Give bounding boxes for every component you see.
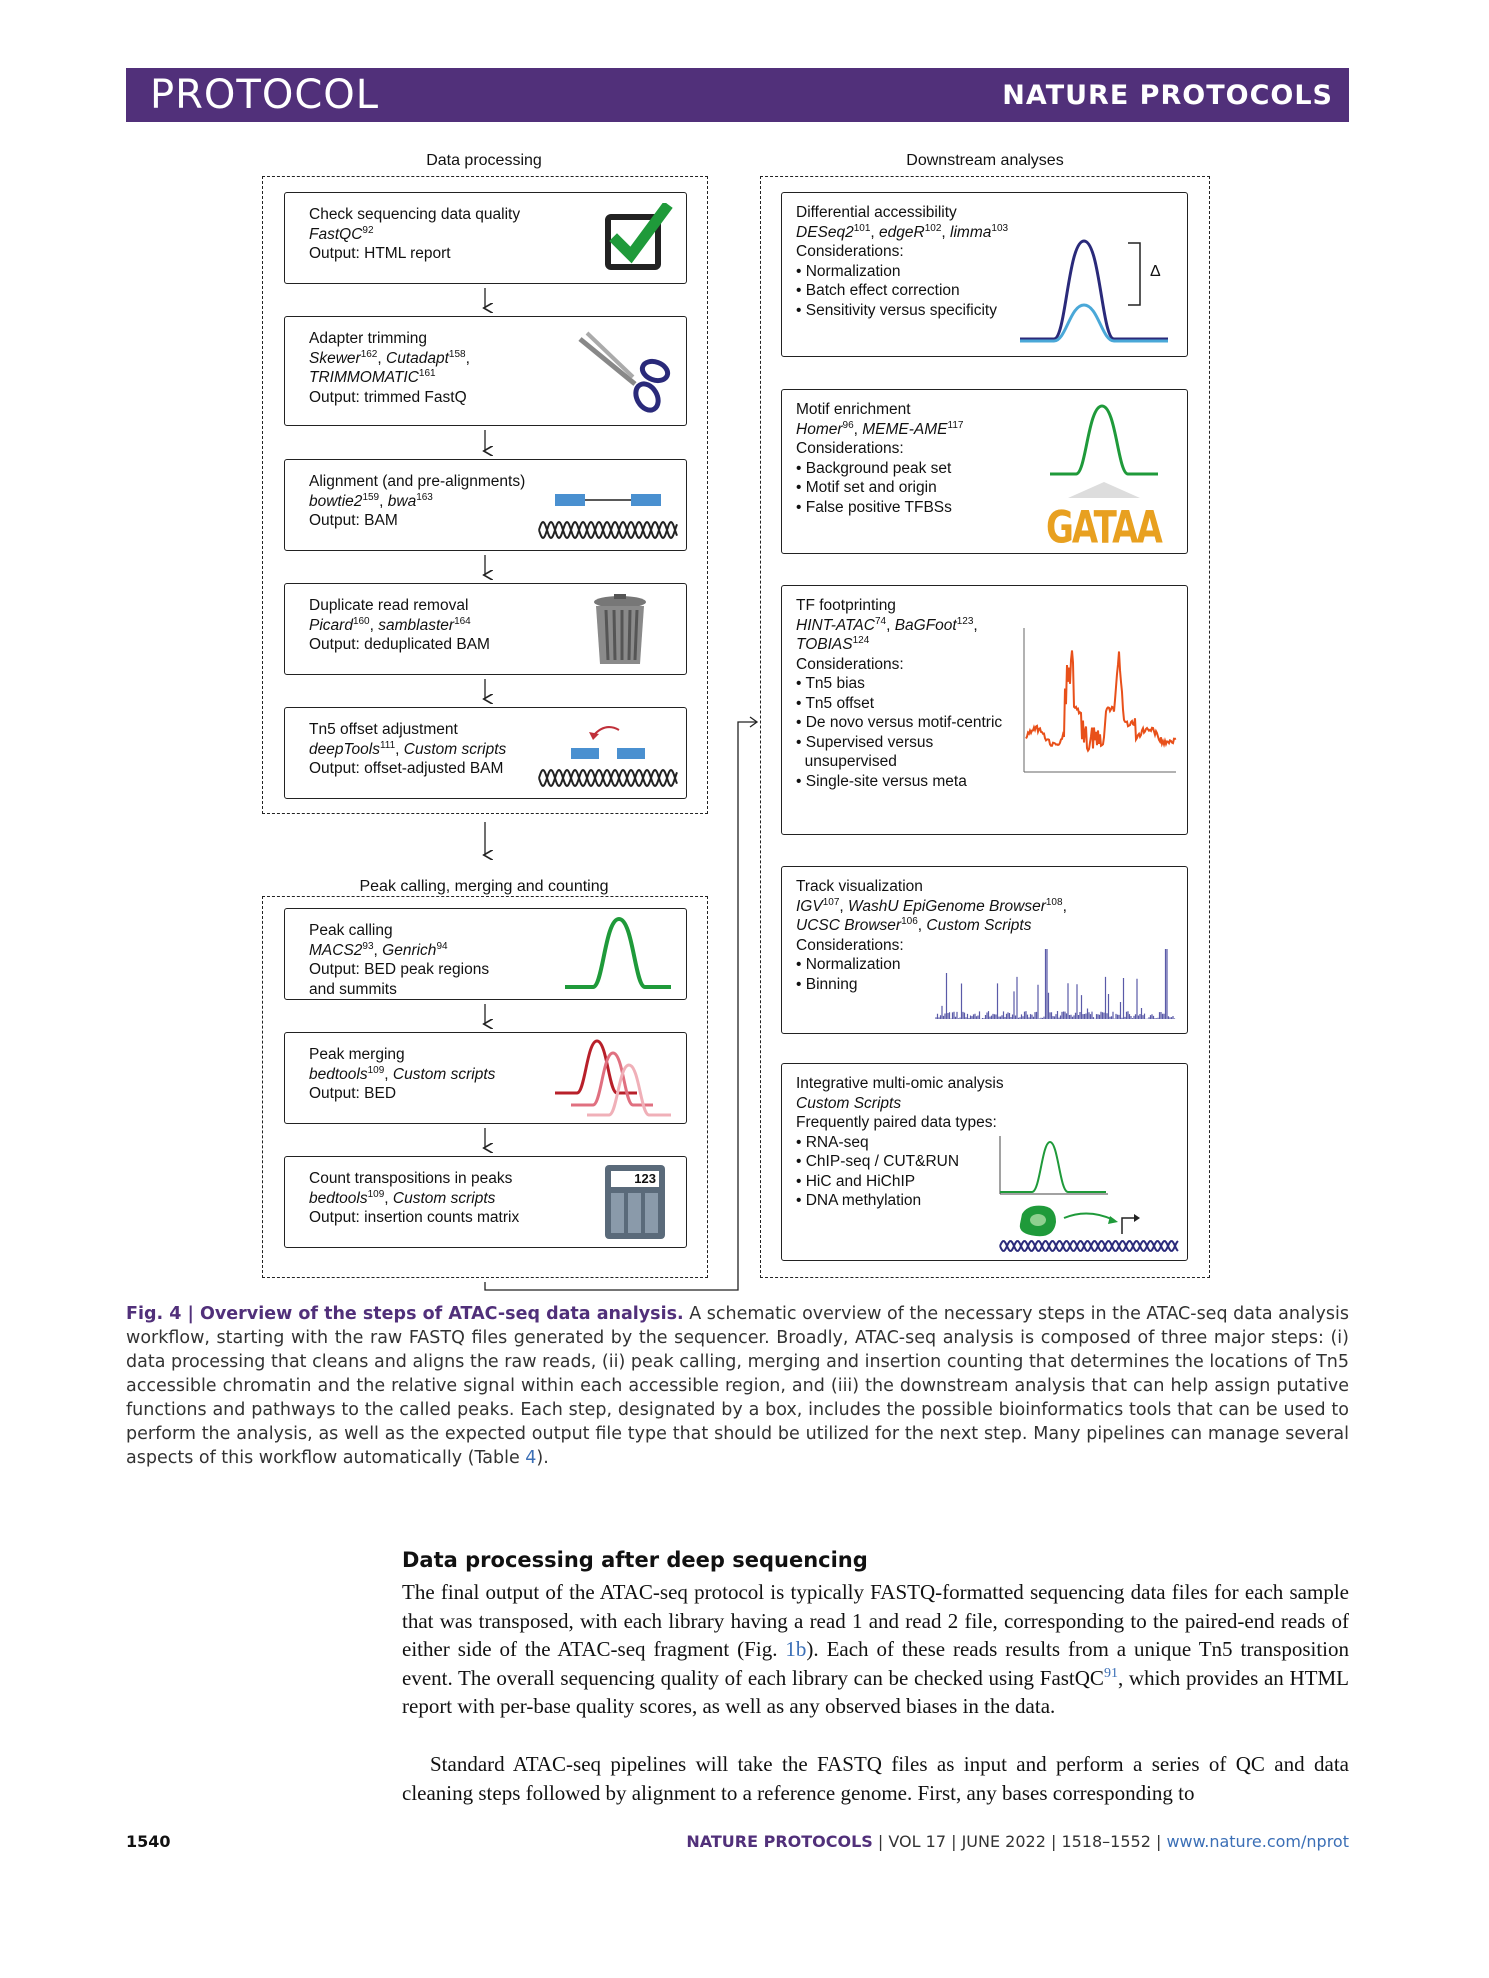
list-item: • RNA-seq [796, 1133, 869, 1151]
list-item: • Binning [796, 975, 858, 993]
ref: 103 [991, 222, 1009, 234]
box-output: Output: BAM [309, 512, 398, 529]
tool-name: Custom scripts [392, 1189, 496, 1207]
tool-name: Picard [309, 616, 353, 634]
box-title: Peak calling [309, 922, 393, 939]
box-output: Output: trimmed FastQ [309, 388, 467, 406]
box-title: Motif enrichment [796, 401, 911, 418]
list-item: • False positive TFBSs [796, 498, 952, 516]
alignment-box: Alignment (and pre-alignments) $bowtie2^{159}$, bwa$^{163}$ Output: BAM [284, 459, 687, 551]
tool-name: edgeR [879, 223, 925, 241]
tool-name: FastQC [309, 225, 363, 243]
ref: 106 [901, 915, 918, 927]
tool-name: MACS2 [309, 941, 363, 959]
list-item: • ChIP-seq / CUT&RUN [796, 1153, 960, 1170]
ref: 96 [842, 419, 854, 431]
ref: 124 [852, 634, 870, 646]
tool-name: Custom Scripts [926, 917, 1032, 934]
box-title: Tn5 offset adjustment [309, 721, 458, 738]
considerations-label: Considerations: [796, 440, 904, 457]
list-item: • Supervised versus [796, 733, 934, 751]
ref: 93 [362, 940, 374, 952]
list-item: • DNA methylation [796, 1192, 922, 1209]
list-item: • Normalization [796, 956, 901, 973]
box-title: Track visualization [796, 878, 923, 895]
tool-name: UCSC Browser [796, 917, 902, 934]
peak-merging-box: Peak merging bedtools$^{109}$, Custom scripts Output: BED [284, 1032, 687, 1124]
ref: 111 [379, 739, 396, 751]
box-title: Duplicate read removal [309, 597, 469, 614]
tool-name: limma [950, 223, 992, 241]
ref: 158 [448, 348, 466, 360]
ref: 101 [853, 222, 871, 234]
tool-name: BaGFoot [894, 616, 957, 634]
box-title: Integrative multi-omic analysis [796, 1075, 1004, 1092]
delta-symbol: Δ [1150, 263, 1161, 280]
tool-name: Genrich [382, 941, 437, 959]
journal-url[interactable]: www.nature.com/nprot [1166, 1832, 1349, 1851]
peak-calling-box: Peak calling $MACS2^{93}$, Genrich$^{94}$ Output: BED peak regions and summits [284, 908, 687, 1000]
ref: 117 [947, 419, 964, 431]
list-item: • Tn5 offset [796, 694, 875, 712]
ref: 74 [874, 615, 887, 627]
tool-name: WashU EpiGenome Browser [848, 897, 1046, 915]
motif-enrichment-box: Motif enrichment Homer$^{96}$, MEME-AME$^{117}$ Considerations: • Background peak set • Motif set and origin • False positive TFBSs GATAA [781, 389, 1188, 554]
tf-footprinting-box: TF footprinting HINT-ATAC$^{74}$, BaGFoot$^{123}$, TOBIAS$^{124}$ Considerations: • Tn5 bias • Tn5 offset • De novo versus motif-centric • Supervised versus unsupervised • Single-site versus meta [781, 585, 1188, 835]
box-output: Output: deduplicated BAM [309, 636, 490, 653]
list-item: • Normalization [796, 262, 901, 280]
box-output: Output: BED peak regions [309, 961, 490, 978]
ref: 108 [1045, 896, 1063, 908]
sequence-logo: GATAA [1046, 502, 1161, 554]
ref: 107 [822, 896, 840, 908]
list-item: • Single-site versus meta [796, 772, 967, 790]
volume-info: | VOL 17 | JUNE 2022 | 1518–1552 | [872, 1832, 1167, 1851]
box-title: Check sequencing data quality [309, 206, 521, 223]
tool-name: samblaster [378, 616, 455, 634]
tool-name: deepTools [309, 740, 380, 758]
footer-citation [686, 1832, 1349, 1851]
box-title: Count transpositions in peaks [309, 1170, 513, 1187]
ref: 109 [367, 1064, 385, 1076]
box-title: Peak merging [309, 1046, 405, 1063]
text: , which provides an HTML report with per-base quality scores, as well as any observed biases in the data. [402, 1665, 1349, 1718]
ref: 163 [416, 491, 433, 503]
tool-name: Homer [796, 420, 843, 438]
tool-name: DESeq2 [796, 223, 854, 241]
tool-name: Cutadapt [386, 349, 449, 367]
calculator-display: 123 [611, 1171, 659, 1187]
citation-link[interactable]: 91 [1103, 1665, 1118, 1681]
list-item: • Sensitivity versus specificity [796, 301, 997, 319]
list-item: • Tn5 bias [796, 675, 865, 692]
ref: 164 [454, 615, 471, 627]
considerations-label: Considerations: [796, 655, 904, 673]
track-visualization-box: Track visualization IGV$^{107}$, WashU EpiGenome Browser$^{108}$, UCSC Browser$^{106}$, Custom Scripts Considerations: • Normalization • Binning [781, 866, 1188, 1034]
tool-name: Skewer [309, 349, 361, 367]
tool-name: HINT-ATAC [796, 616, 875, 634]
tool-name: bowtie2 [309, 492, 363, 510]
data-processing-title: Data processing [426, 152, 542, 169]
count-box: Count transpositions in peaks bedtools$^{109}$, Custom scripts Output: insertion counts matrix 123 [284, 1156, 687, 1248]
journal: NATURE PROTOCOLS [686, 1832, 873, 1851]
tool-name: TRIMMOMATIC [309, 369, 419, 386]
dedup-box: Duplicate read removal Picard$^{160}$, samblaster$^{164}$ Output: deduplicated BAM [284, 583, 687, 675]
box-title: Adapter trimming [309, 330, 428, 347]
text: The final output of the ATAC-seq protocol is typically FASTQ-formatted sequencing data files for each sample that was transposed, with each library having a read 1 and read 2 file, corresponding to the paired-end reads of either side of the ATAC-seq fragment (Fig. [402, 1580, 1349, 1661]
list-item: • De novo versus motif-centric [796, 714, 1003, 731]
ref: 123 [956, 615, 974, 627]
tool-name: IGV [796, 897, 823, 915]
box-output: Output: offset-adjusted BAM [309, 760, 504, 777]
considerations-label: Considerations: [796, 243, 904, 260]
table-link[interactable]: 4 [525, 1448, 537, 1468]
section-heading: Data processing after deep sequencing [402, 1548, 868, 1572]
paragraph-2: Standard ATAC-seq pipelines will take the FASTQ files as input and perform a series of QC and data cleaning steps followed by alignment to a reference genome. First, any bases corresponding to [402, 1752, 1349, 1805]
ref: 162 [360, 348, 378, 360]
list-item: unsupervised [796, 753, 897, 770]
box-output: Output: HTML report [309, 245, 451, 262]
caption-end: ). [536, 1448, 549, 1468]
list-item: • Background peak set [796, 459, 952, 477]
ref: 109 [367, 1188, 385, 1200]
ref: 102 [924, 222, 942, 234]
page-number: 1540 [126, 1832, 171, 1851]
tool-name: bedtools [309, 1189, 368, 1207]
box-title: Differential accessibility [796, 204, 957, 221]
text: ). Each of these reads results from a unique Tn5 transposition event. The overall sequencing quality of each library can be checked using FastQC [402, 1637, 1349, 1690]
box-title: Alignment (and pre-alignments) [309, 473, 526, 490]
figure-link[interactable]: 1b [785, 1637, 807, 1661]
considerations-label: Frequently paired data types: [796, 1114, 997, 1131]
box-title: TF footprinting [796, 597, 896, 614]
downstream-title: Downstream analyses [906, 152, 1064, 169]
list-item: • HiC and HiChIP [796, 1172, 916, 1190]
adapter-trim-box: Adapter trimming Skewer$^{162}$, Cutadapt$^{158}$, TRIMMOMATIC$^{161}$ Output: trimmed FastQ [284, 316, 687, 426]
journal-name: NATURE PROTOCOLS [1002, 80, 1333, 111]
caption-text: A schematic overview of the necessary steps in the ATAC-seq data analysis workflow, starting with the raw FASTQ files generated by the sequencer. Broadly, ATAC-seq analysis is composed of three major steps: (i) data processing that cleans and aligns the raw reads, (ii) peak calling, merging and insertion counting that determines the locations of Tn5 accessible chromatin and the relative signal within each accessible region, and (iii) the downstream analysis that can help assign putative functions and pathways to the called peaks. Each step, designated by a box, includes the possible bioinformatics tools that can be used to perform the analysis, as well as the expected output file type that should be utilized for the next step. Many pipelines can manage several aspects of this workflow automatically (Table [126, 1304, 1349, 1468]
box-output: Output: insertion counts matrix [309, 1209, 520, 1226]
list-item: • Batch effect correction [796, 282, 960, 299]
ref: 160 [352, 615, 370, 627]
caption-label: Fig. 4 | Overview of the steps of ATAC-seq data analysis. [126, 1304, 684, 1324]
tool-name: bedtools [309, 1065, 368, 1083]
tool-name: Custom scripts [392, 1065, 496, 1083]
box-output: Output: BED [309, 1085, 397, 1102]
tn5-offset-box: Tn5 offset adjustment deepTools$^{111}$, Custom scripts Output: offset-adjusted BAM [284, 707, 687, 799]
peak-calling-title: Peak calling, merging and counting [359, 878, 609, 895]
tool-name: TOBIAS [796, 636, 853, 653]
list-item: • Motif set and origin [796, 479, 937, 496]
ref: 161 [418, 367, 436, 379]
tool-name: bwa [387, 492, 417, 510]
tool-name: Custom scripts [403, 740, 507, 758]
box-output: and summits [309, 980, 397, 998]
tool-name: MEME-AME [862, 420, 948, 438]
section-label: PROTOCOL [150, 72, 380, 118]
ref: 92 [362, 224, 374, 236]
paragraph-1 [402, 1578, 1349, 1721]
figure-caption [126, 1302, 1349, 1470]
considerations-label: Considerations: [796, 936, 904, 954]
ref: 94 [436, 940, 448, 952]
differential-accessibility-box: Differential accessibility $DESeq2^{101}$, edgeR$^{102}$, limma$^{103}$ Considerations: • Normalization • Batch effect correction • Sensitivity versus specificity Δ [781, 192, 1188, 357]
tool-name: Custom Scripts [796, 1094, 902, 1112]
ref: 159 [362, 491, 380, 503]
